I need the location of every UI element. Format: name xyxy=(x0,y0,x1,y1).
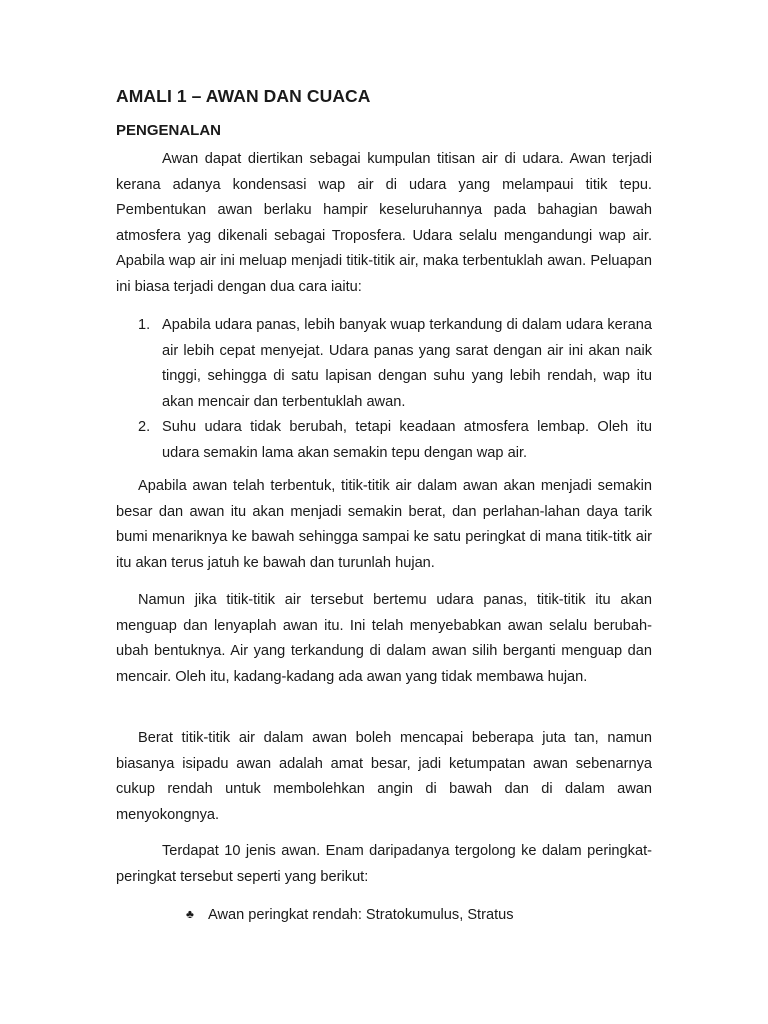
bullet-item xyxy=(186,902,514,928)
paragraph-cloud-formation: Apabila awan telah terbentuk, titik-titik air dalam awan akan menjadi semakin besar dan awan itu akan menjadi semakin berat, dan perlahan-lahan daya tarik bumi menariknya ke bawah sehingga sampai ke satu peringkat di mana titik-titk air itu akan terus jatuh ke bawah dan turunlah hujan. xyxy=(116,478,652,571)
list-item xyxy=(116,415,652,466)
paragraph-cloud-weight: Berat titik-titik air dalam awan boleh mencapai beberapa juta tan, namun biasanya isipadu awan adalah amat besar, jadi ketumpatan awan sebenarnya cukup rendah untuk membolehkan angin di bawah dan di dalam awan menyokongnya. xyxy=(116,730,652,823)
list-number: 1. xyxy=(138,317,151,333)
document-title: AMALI 1 – AWAN DAN CUACA xyxy=(116,86,371,106)
list-item-text: Apabila udara panas, lebih banyak wuap terkandung di dalam udara kerana air lebih cepat menyejat. Udara panas yang sarat dengan air ini akan naik tinggi, sehingga di satu lapisan dengan suhu yang lebih rendah, wap itu akan mencair dan terbentuklah awan. xyxy=(162,317,652,410)
paragraph-cloud-types: Terdapat 10 jenis awan. Enam daripadanya tergolong ke dalam peringkat-peringkat tersebut seperti yang berikut: xyxy=(116,843,652,885)
numbered-list xyxy=(116,313,652,466)
paragraph-evaporation: Namun jika titik-titik air tersebut bertemu udara panas, titik-titik itu akan menguap dan lenyaplah awan itu. Ini telah menyebabkan awan selalu berubah-ubah bentuknya. Air yang terkandung di dalam awan silih berganti menguap dan mencair. Oleh itu, kadang-kadang ada awan yang tidak membawa hujan. xyxy=(116,592,652,685)
list-item xyxy=(116,313,652,415)
bullet-item-text: Awan peringkat rendah: Stratokumulus, Stratus xyxy=(208,907,514,923)
list-number: 2. xyxy=(138,419,151,435)
section-heading: PENGENALAN xyxy=(116,122,222,139)
intro-paragraph: Awan dapat diertikan sebagai kumpulan titisan air di udara. Awan terjadi kerana adanya kondensasi wap air di udara yang melampaui titik tepu. Pembentukan awan berlaku hampir keseluruhannya pada bahagian bawah atmosfera yag dikenali sebagai Troposfera. Udara selalu mengandungi wap air. Apabila wap air ini meluap menjadi titik-titik air, maka terbentuklah awan. Peluapan ini biasa terjadi dengan dua cara iaitu: xyxy=(116,151,652,295)
club-bullet-icon: ♣ xyxy=(186,907,194,921)
list-item-text: Suhu udara tidak berubah, tetapi keadaan atmosfera lembap. Oleh itu udara semakin lama akan semakin tepu dengan wap air. xyxy=(162,419,652,461)
